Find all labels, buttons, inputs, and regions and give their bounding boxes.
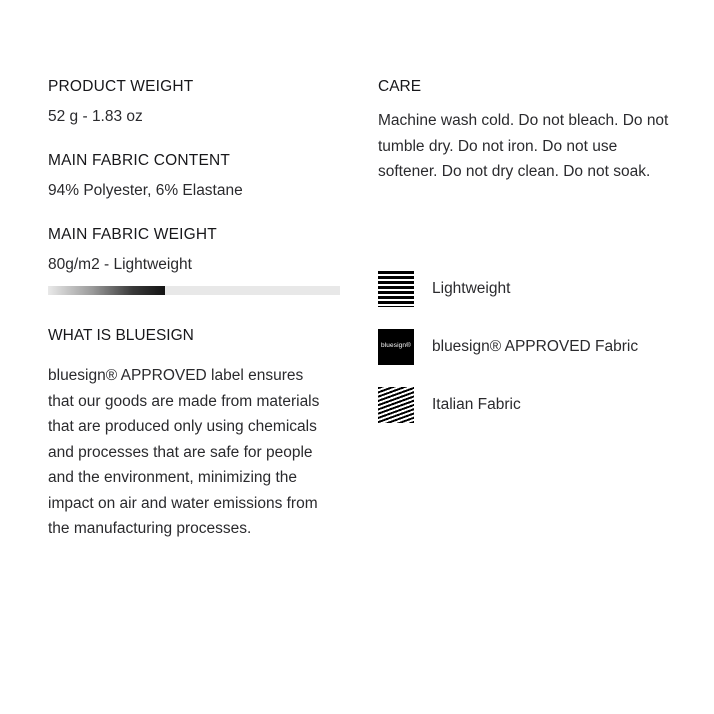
what-is-bluesign-heading: WHAT IS BLUESIGN	[48, 327, 194, 344]
badge-label-lightweight: Lightweight	[432, 279, 511, 297]
main-fabric-weight-value: 80g/m2 - Lightweight	[48, 256, 192, 273]
list-item	[378, 329, 688, 365]
product-weight-value: 52 g - 1.83 oz	[48, 108, 143, 125]
badge-label-italian-fabric: Italian Fabric	[432, 395, 521, 413]
badge-label-bluesign-approved: bluesign® APPROVED Fabric	[432, 337, 639, 355]
right-column	[378, 78, 688, 445]
main-fabric-weight-heading: MAIN FABRIC WEIGHT	[48, 226, 217, 243]
list-item	[378, 271, 688, 307]
left-column	[48, 78, 348, 542]
bluesign-icon-text: bluesign®	[381, 342, 411, 350]
fabric-weight-meter	[48, 286, 340, 295]
list-item	[378, 387, 688, 423]
horizontal-stripes-icon	[378, 271, 414, 307]
care-body: Machine wash cold. Do not bleach. Do not tumble dry. Do not iron. Do not use softener. Do not dry clean. Do not soak.	[378, 112, 669, 180]
product-weight-heading: PRODUCT WEIGHT	[48, 78, 194, 95]
fabric-badges-list	[378, 271, 688, 423]
bluesign-label-icon	[378, 329, 414, 365]
details-columns	[48, 78, 669, 542]
main-fabric-content-value: 94% Polyester, 6% Elastane	[48, 182, 243, 199]
care-heading: CARE	[378, 78, 422, 95]
what-is-bluesign-body: bluesign® APPROVED label ensures that our goods are made from materials that are produced only using chemicals and processes that are safe for people and the environment, minimizing the impact on air and water emissions from the manufacturing processes.	[48, 367, 320, 537]
diagonal-stripes-icon	[378, 387, 414, 423]
fabric-weight-meter-fill	[48, 286, 165, 295]
main-fabric-content-heading: MAIN FABRIC CONTENT	[48, 152, 231, 169]
